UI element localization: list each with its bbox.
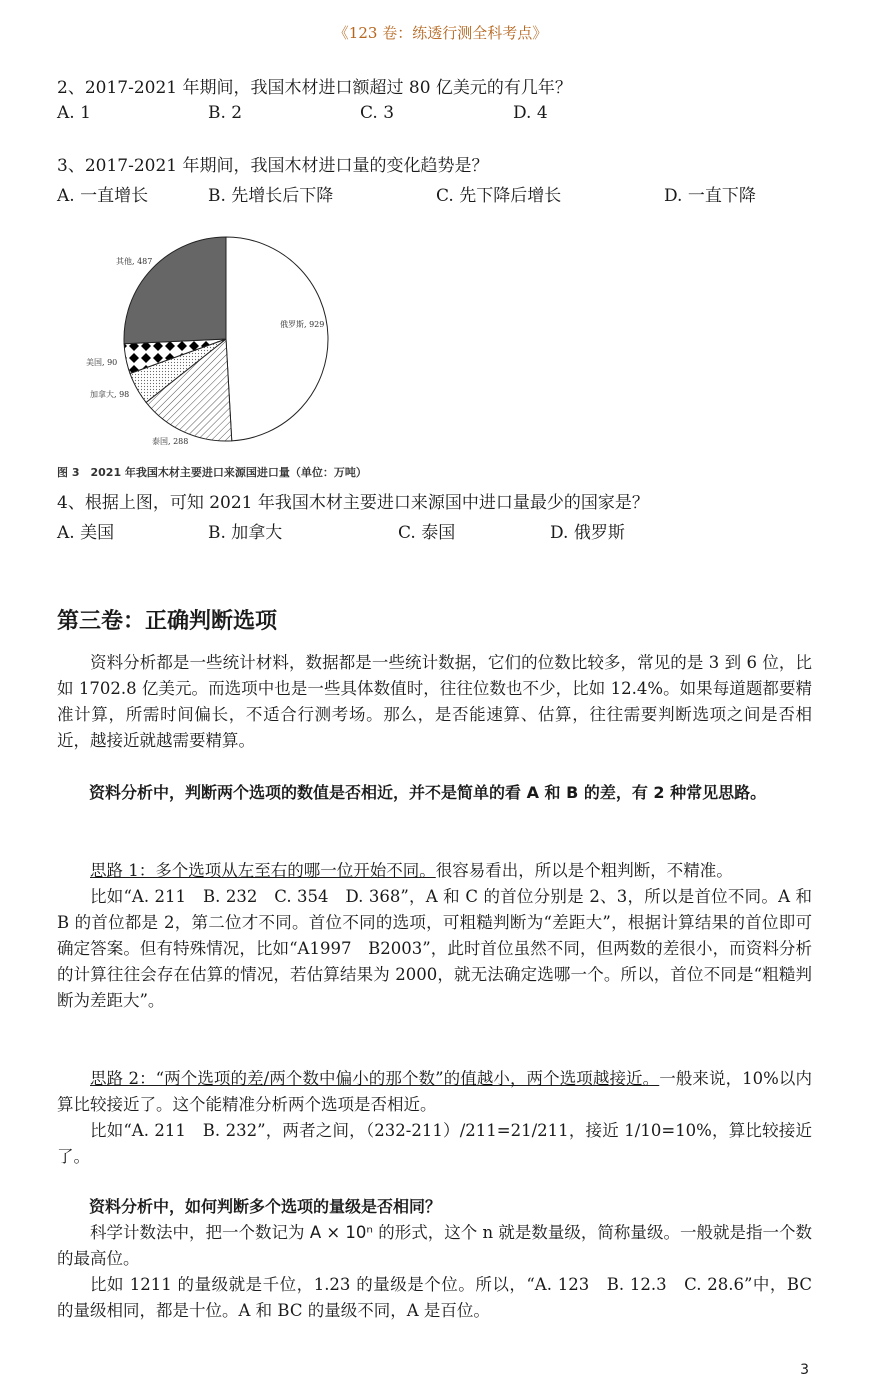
- figure-caption: 图 3 2021 年我国木材主要进口来源国进口量（单位：万吨）: [57, 466, 367, 479]
- pie-label-3: 美国, 90: [86, 358, 118, 367]
- idea-1-heading: 思路 1：多个选项从左至右的哪一位开始不同。: [90, 861, 436, 880]
- idea-2-rest: 一般来说，10%以内算比较接近了。这个能精准分析两个选项是否相近。: [57, 1069, 812, 1114]
- idea-2-example: 比如“A. 211 B. 232”，两者之间，（232-211）/211=21/211，接近 1/10=10%，算比较接近了。: [57, 1121, 812, 1166]
- pie-slice-4: [124, 237, 226, 344]
- pie-chart-svg: [80, 232, 410, 454]
- idea-2: [57, 1066, 812, 1170]
- pie-slice-0: [226, 237, 328, 441]
- option-b: B. 先增长后下降: [208, 186, 334, 206]
- idea-1-text: [57, 858, 812, 884]
- sci-notation-text: [57, 1220, 812, 1272]
- idea-2-heading: 思路 2：“两个选项的差/两个数中偏小的那个数”的值越小，两个选项越接近。: [90, 1069, 660, 1088]
- question-4-options: [57, 518, 837, 542]
- pie-label-0: 俄罗斯, 929: [280, 320, 325, 329]
- page-number: 3: [800, 1362, 809, 1378]
- pie-label-2: 加拿大, 98: [90, 390, 130, 399]
- idea-1: [57, 858, 812, 1014]
- option-d: D. 一直下降: [664, 186, 756, 206]
- option-b: B. 2: [208, 103, 243, 123]
- question-2: 2、2017-2021 年期间，我国木材进口额超过 80 亿美元的有几年？: [57, 78, 572, 98]
- pie-label-1: 泰国, 288: [152, 437, 189, 446]
- option-d: D. 4: [513, 103, 548, 123]
- question-4: 4、根据上图，可知 2021 年我国木材主要进口来源国中进口量最少的国家是？: [57, 493, 649, 513]
- sci-after: 的形式，这个 n 就是数量级，简称量级。一般就是指一个数的最高位。: [57, 1223, 812, 1268]
- magnitude-example: 比如 1211 的量级就是千位，1.23 的量级是个位。所以，“A. 123 B. 12.3 C. 28.6”中，BC 的量级相同，都是十位。A 和 BC 的量级不同，A 是百位。: [57, 1275, 812, 1320]
- option-c: C. 先下降后增长: [436, 186, 562, 206]
- intro-paragraph: [57, 650, 812, 754]
- pie-label-4: 其他, 487: [116, 257, 153, 266]
- question-3-options: [57, 181, 837, 205]
- bold-statement-1: [57, 780, 812, 806]
- option-a: A. 美国: [57, 523, 115, 543]
- idea-2-text: [57, 1066, 812, 1118]
- bold-statement-2: 资料分析中，如何判断多个选项的量级是否相同？: [89, 1197, 442, 1216]
- pie-chart: [80, 232, 410, 454]
- question-3: 3、2017-2021 年期间，我国木材进口量的变化趋势是？: [57, 156, 489, 176]
- sci-formula: A × 10ⁿ: [309, 1223, 373, 1242]
- idea-1-example: 比如“A. 211 B. 232 C. 354 D. 368”，A 和 C 的首位分别是 2、3，所以是首位不同。A 和 B 的首位都是 2，第二位才不同。首位不同的选项，可粗糙判断为“差距大”，根据计算结果的首位即可确定答案。但有特殊情况，比如“A1997 B2003”，此时首位虽然不同，但两数的差很小，而资料分析的计算往往会存在估算的情况，若估算结果为 2000，就无法确定选哪一个。所以，首位不同是“粗糙判断为差距大”。: [57, 887, 812, 1010]
- section-title: 第三卷：正确判断选项: [57, 609, 278, 634]
- option-b: B. 加拿大: [208, 523, 283, 543]
- magnitude-section: [57, 1194, 812, 1324]
- option-a: A. 一直增长: [57, 186, 149, 206]
- option-a: A. 1: [57, 103, 91, 123]
- option-d: D. 俄罗斯: [550, 523, 625, 543]
- bold-statement-1-text: 资料分析中，判断两个选项的数值是否相近，并不是简单的看 A 和 B 的差，有 2 种常见思路。: [89, 783, 767, 802]
- option-c: C. 3: [360, 103, 395, 123]
- idea-1-rest: 很容易看出，所以是个粗判断，不精准。: [435, 861, 733, 880]
- option-c: C. 泰国: [398, 523, 456, 543]
- intro-text: 资料分析都是一些统计材料，数据都是一些统计数据，它们的位数比较多，常见的是 3 到 6 位，比如 1702.8 亿美元。而选项中也是一些具体数值时，往往位数也不少，比如 12.4%。如果每道题都要精准计算，所需时间偏长，不适合行测考场。那么，是否能速算、估算，往往需要判断选项之间是否相近，越接近就越需要精算。: [57, 653, 812, 750]
- sci-before: 科学计数法中，把一个数记为: [90, 1223, 310, 1242]
- question-2-options: [57, 103, 837, 127]
- page-header: 《123 卷：练透行测全科考点》: [333, 24, 548, 42]
